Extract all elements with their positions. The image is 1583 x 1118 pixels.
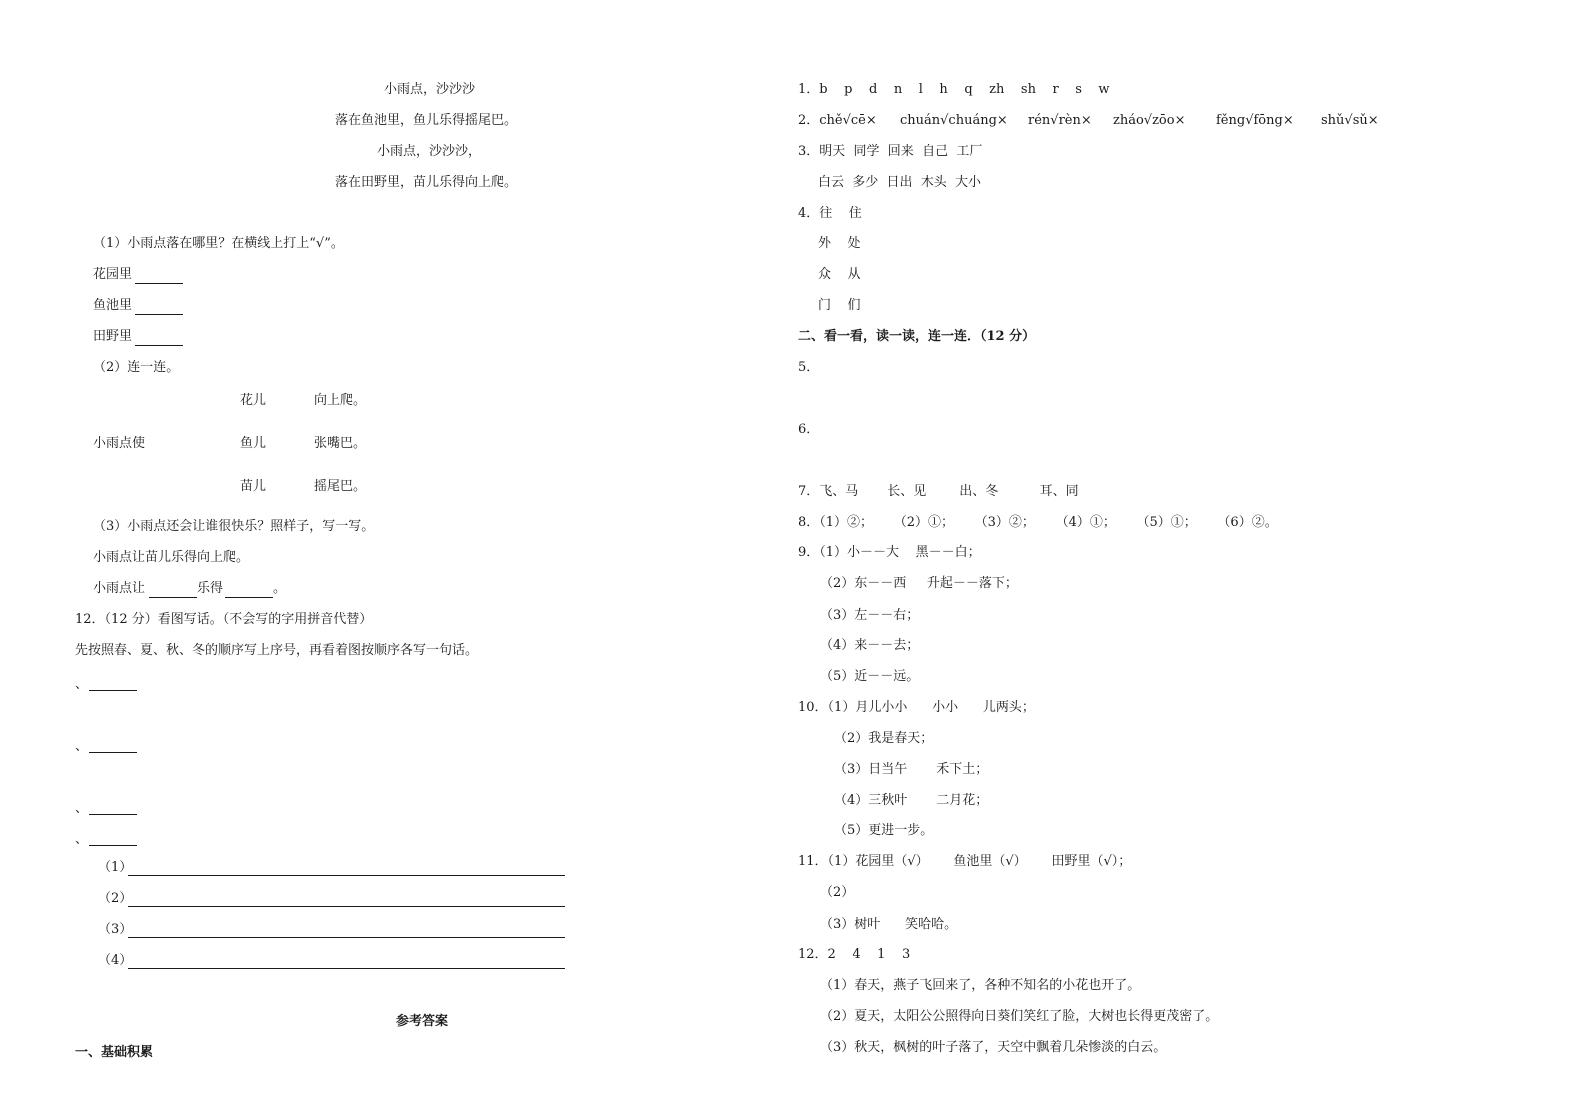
- answer-4-line-1: 4．往 住: [798, 206, 862, 221]
- answer-6: 6．: [798, 422, 820, 437]
- answer-5: 5．: [798, 360, 820, 375]
- write-label-1: （1）: [98, 860, 133, 875]
- section-two-heading: 二、看一看，读一读，连一连．（12 分）: [798, 329, 1036, 344]
- write-label-3: （3）: [98, 922, 133, 937]
- fill-prefix: 小雨点让: [93, 581, 146, 596]
- answer-blank-field[interactable]: [135, 345, 183, 346]
- answer-3-line-2: 白云 多少 日出 木头 大小: [818, 175, 982, 190]
- section-one-heading: 一、基础积累: [75, 1045, 154, 1060]
- answer-blank-garden[interactable]: [135, 283, 183, 284]
- place-field: 田野里: [93, 329, 133, 344]
- match-mid-sprout[interactable]: 苗儿: [240, 479, 267, 494]
- answer-8: 8．（1）②； （2）①； （3）②； （4）①； （5）①； （6）②。: [798, 515, 1278, 530]
- order-blank-4[interactable]: [89, 845, 137, 846]
- question-12-title: 12．（12 分）看图写话。（不会写的字用拼音代替）: [75, 612, 373, 627]
- answer-10-line-3: （3）日当午 禾下土；: [834, 762, 989, 777]
- write-line-4[interactable]: [128, 968, 565, 969]
- order-blank-2[interactable]: [89, 752, 137, 753]
- answer-1: 1．b p d n l h q zh sh r s w: [798, 82, 1110, 97]
- poem-line-2: 落在鱼池里，鱼儿乐得摇尾巴。: [335, 113, 518, 128]
- answer-2-item-3: rén√rèn×: [1028, 113, 1092, 128]
- write-line-2[interactable]: [128, 906, 565, 907]
- answer-11-line-3: （3）树叶 笑哈哈。: [820, 917, 958, 932]
- order-mark-1: 、: [75, 677, 89, 692]
- answer-2-item-6: shǔ√sǔ×: [1321, 113, 1379, 128]
- match-mid-fish[interactable]: 鱼儿: [240, 436, 267, 451]
- question-1: （1）小雨点落在哪里？在横线上打上“√”。: [93, 236, 344, 251]
- answer-10-line-1: 10．（1）月儿小小 小小 儿两头；: [798, 700, 1035, 715]
- match-right-climb[interactable]: 向上爬。: [314, 393, 367, 408]
- answer-10-line-4: （4）三秋叶 二月花；: [834, 793, 989, 808]
- answer-2-item-1: 2．chě√cē×: [798, 113, 877, 128]
- answer-12-spring: （1）春天，燕子飞回来了，各种不知名的小花也开了。: [820, 978, 1141, 993]
- answer-7: 7．飞、马 长、见 出、冬 耳、同: [798, 484, 1079, 499]
- write-label-4: （4）: [98, 953, 133, 968]
- answer-3-line-1: 3．明天 同学 回来 自己 工厂: [798, 144, 983, 159]
- answer-12-summer: （2）夏天，太阳公公照得向日葵们笑红了脸，大树也长得更茂密了。: [820, 1009, 1219, 1024]
- fill-blank-how[interactable]: [225, 597, 273, 598]
- example-sentence: 小雨点让苗儿乐得向上爬。: [93, 550, 250, 565]
- place-garden: 花园里: [93, 267, 133, 282]
- order-mark-3: 、: [75, 801, 89, 816]
- poem-line-1: 小雨点，沙沙沙: [384, 82, 476, 97]
- question-12-instruction: 先按照春、夏、秋、冬的顺序写上序号，再看着图按顺序各写一句话。: [75, 643, 479, 658]
- answer-9-line-5: （5）近－－远。: [820, 669, 920, 684]
- order-mark-2: 、: [75, 739, 89, 754]
- answer-11-line-1: 11．（1）花园里（√） 鱼池里（√） 田野里（√）；: [798, 854, 1132, 869]
- order-mark-4: 、: [75, 832, 89, 847]
- order-blank-1[interactable]: [89, 690, 137, 691]
- answer-4-line-3: 众 从: [818, 267, 861, 282]
- answer-9-line-3: （3）左－－右；: [820, 608, 920, 623]
- answer-10-line-2: （2）我是春天；: [834, 731, 934, 746]
- match-right-mouth[interactable]: 张嘴巴。: [314, 436, 367, 451]
- order-blank-3[interactable]: [89, 814, 137, 815]
- write-line-3[interactable]: [128, 937, 565, 938]
- question-3: （3）小雨点还会让谁很快乐？照样子，写一写。: [93, 519, 375, 534]
- answer-9-line-1: 9．（1）小－－大 黑－－白；: [798, 545, 981, 560]
- fill-end: 。: [273, 581, 287, 596]
- poem-line-4: 落在田野里，苗儿乐得向上爬。: [335, 175, 518, 190]
- answer-blank-pond[interactable]: [135, 314, 183, 315]
- answer-2-item-4: zháo√zōo×: [1113, 113, 1186, 128]
- place-pond: 鱼池里: [93, 298, 133, 313]
- answer-key-title: 参考答案: [396, 1014, 449, 1029]
- match-right-tail[interactable]: 摇尾巴。: [314, 479, 367, 494]
- match-mid-flower[interactable]: 花儿: [240, 393, 267, 408]
- poem-line-3: 小雨点，沙沙沙，: [377, 144, 482, 159]
- question-2: （2）连一连。: [93, 360, 180, 375]
- match-left-subject[interactable]: 小雨点使: [93, 436, 146, 451]
- answer-2-item-2: chuán√chuáng×: [900, 113, 1008, 128]
- answer-9-line-2: （2）东－－西 升起－－落下；: [820, 576, 1018, 591]
- answer-2-item-5: fěng√fōng×: [1216, 113, 1294, 128]
- write-line-1[interactable]: [128, 875, 565, 876]
- answer-4-line-4: 门 们: [818, 298, 861, 313]
- answer-4-line-2: 外 处: [818, 236, 861, 251]
- write-label-2: （2）: [98, 891, 133, 906]
- answer-10-line-5: （5）更进一步。: [834, 823, 934, 838]
- fill-middle: 乐得: [197, 581, 224, 596]
- fill-blank-who[interactable]: [149, 597, 197, 598]
- answer-12-autumn: （3）秋天，枫树的叶子落了，天空中飘着几朵惨淡的白云。: [820, 1040, 1167, 1055]
- answer-11-line-2: （2）: [820, 885, 855, 900]
- answer-9-line-4: （4）来－－去；: [820, 638, 920, 653]
- answer-12-order: 12．2 4 1 3: [798, 947, 911, 962]
